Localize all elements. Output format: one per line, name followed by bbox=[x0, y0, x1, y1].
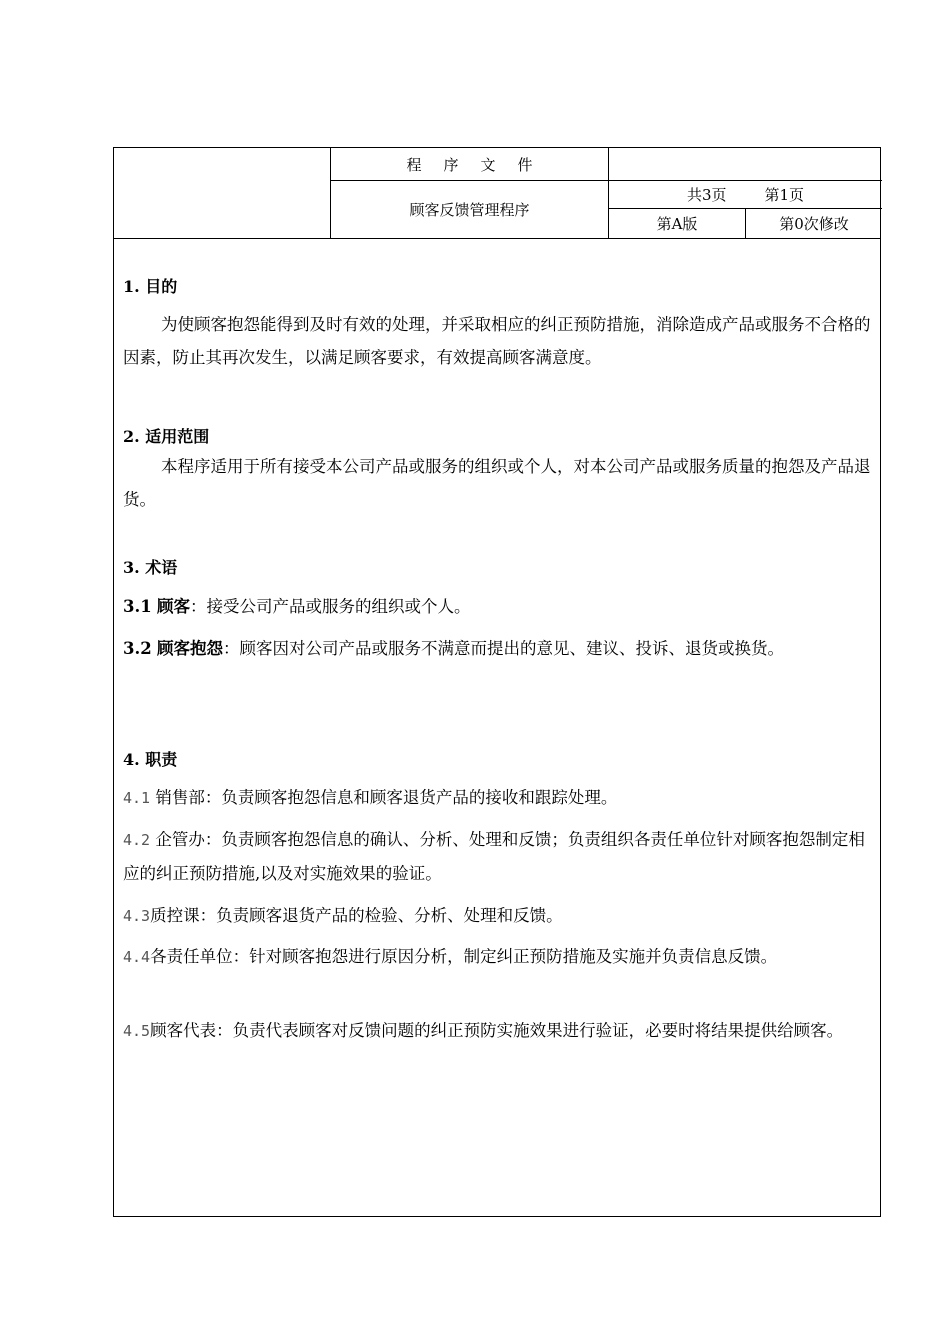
pages-total: 共3页 bbox=[686, 186, 727, 204]
duty-4-5 bbox=[123, 1014, 875, 1048]
duty-4-1 bbox=[123, 781, 875, 815]
duty-4-3-text: 质控课：负责顾客退货产品的检验、分析、处理和反馈。 bbox=[150, 906, 563, 925]
duty-4-3 bbox=[123, 899, 875, 933]
section-2-body: 本程序适用于所有接受本公司产品或服务的组织或个人，对本公司产品或服务质量的抱怨及产品退货。 bbox=[123, 457, 871, 509]
document-header-table bbox=[114, 148, 880, 239]
duty-4-2-text: 企管办：负责顾客抱怨信息的确认、分析、处理和反馈；负责组织各责任单位针对顾客抱怨制定相应的纠正预防措施,以及对实施效果的验证。 bbox=[123, 830, 865, 883]
section-1-body: 为使顾客抱怨能得到及时有效的处理，并采取相应的纠正预防措施，消除造成产品或服务不合格的因素，防止其再次发生，以满足顾客要求，有效提高顾客满意度。 bbox=[123, 315, 871, 367]
term-3-2-text: ：顾客因对公司产品或服务不满意而提出的意见、建议、投诉、退货或换货。 bbox=[222, 639, 784, 658]
duty-4-4 bbox=[123, 940, 875, 974]
duty-4-1-number: 4.1 bbox=[123, 789, 151, 807]
term-3-2 bbox=[123, 632, 875, 665]
term-3-2-number: 3.2 bbox=[123, 639, 152, 658]
term-3-2-term: 顾客抱怨 bbox=[156, 639, 223, 658]
duty-4-1-text: 销售部：负责顾客抱怨信息和顾客退货产品的接收和跟踪处理。 bbox=[155, 788, 618, 807]
section-4-title: 4. 职责 bbox=[123, 750, 178, 769]
version: 第A版 bbox=[656, 215, 698, 233]
revision: 第0次修改 bbox=[779, 215, 849, 233]
document-frame bbox=[113, 147, 881, 1217]
duty-4-4-text: 各责任单位：针对顾客抱怨进行原因分析，制定纠正预防措施及实施并负责信息反馈。 bbox=[150, 947, 778, 966]
section-3-title: 3. 术语 bbox=[123, 558, 178, 577]
duty-4-3-number: 4.3 bbox=[123, 907, 151, 925]
doc-title: 顾客反馈管理程序 bbox=[409, 201, 530, 219]
term-3-1-term: 顾客 bbox=[156, 597, 190, 616]
doc-type-label: 程序文件 bbox=[406, 155, 555, 174]
duty-4-2-number: 4.2 bbox=[123, 831, 151, 849]
duty-4-5-text: 顾客代表：负责代表顾客对反馈问题的纠正预防实施效果进行验证，必要时将结果提供给顾客。 bbox=[150, 1021, 844, 1040]
logo-cell bbox=[114, 148, 330, 238]
page-info bbox=[609, 181, 882, 208]
top-right-cell bbox=[609, 148, 882, 180]
duty-4-4-number: 4.4 bbox=[123, 948, 151, 966]
term-3-1 bbox=[123, 590, 875, 623]
section-2-title: 2. 适用范围 bbox=[123, 427, 210, 446]
page-current: 第1页 bbox=[764, 186, 805, 204]
section-1-title: 1. 目的 bbox=[123, 277, 178, 296]
duty-4-2 bbox=[123, 823, 875, 890]
document-body bbox=[114, 238, 880, 1216]
term-3-1-number: 3.1 bbox=[123, 597, 152, 616]
duty-4-5-number: 4.5 bbox=[123, 1022, 151, 1040]
term-3-1-text: ：接受公司产品或服务的组织或个人。 bbox=[189, 597, 471, 616]
